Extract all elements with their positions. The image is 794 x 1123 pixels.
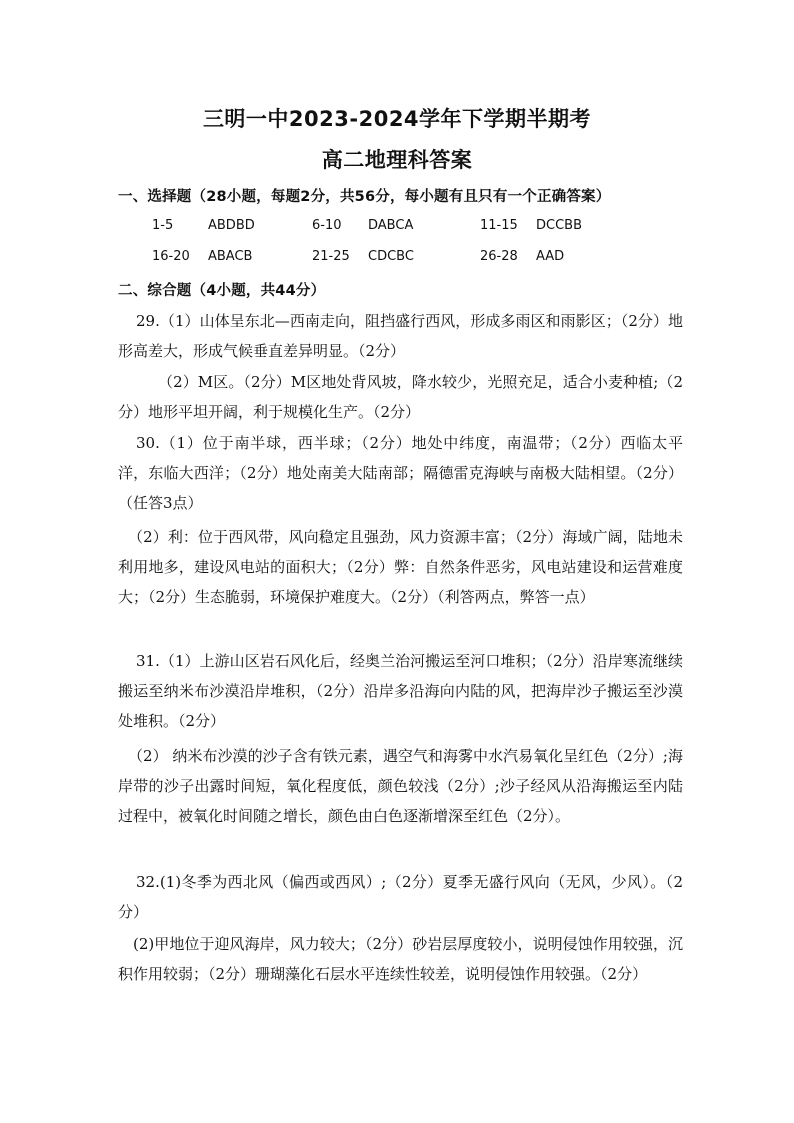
answer-range: 6-10: [312, 218, 342, 233]
document-title: 三明一中2023-2024学年下学期半期考: [202, 107, 592, 131]
answer-q29-part2: （2）M区。（2分）M区地处背风坡，降水较少，光照充足，适合小麦种植;（2分）地形平坦开阔，利于规模化生产。（2分）: [118, 373, 683, 421]
answer-range: 21-25: [312, 249, 350, 264]
answer-letters: DCCBB: [536, 218, 583, 233]
answer-row: [152, 249, 672, 280]
answer-group: [480, 218, 582, 233]
answer-q32-part2: (2)甲地位于迎风海岸，风力较大；（2分）砂岩层厚度较小，说明侵蚀作用较强，沉积作用较弱；（2分）珊瑚藻化石层水平连续性较差，说明侵蚀作用较强。（2分）: [118, 935, 683, 983]
answer-q31-part2: （2） 纳米布沙漠的沙子含有铁元素，遇空气和海雾中水汽易氧化呈红色（2分）;海岸带的沙子出露时间短，氧化程度低，颜色较浅（2分）;沙子经风从沿海搬运至内陆过程中，被氧化时间随之增长，颜色由白色逐渐增深至红色（2分）。: [118, 747, 683, 825]
answer-q30-part2: （2）利：位于西风带，风向稳定且强劲，风力资源丰富；（2分）海域广阔，陆地未利用地多，建设风电站的面积大；（2分）弊：自然条件恶劣，风电站建设和运营难度大；（2分）生态脆弱，环境保护难度大。（2分）（利答两点，弊答一点）: [118, 528, 683, 606]
answer-letters: CDCBC: [368, 249, 414, 264]
answer-letters: DABCA: [368, 218, 414, 233]
answer-q31-part1: 31.（1）上游山区岩石风化后，经奥兰治河搬运至河口堆积；（2分）沿岸寒流继续搬运至纳米布沙漠沿岸堆积，（2分）沿岸多沿海向内陆的风，把海岸沙子搬运至沙漠处堆积。（2分）: [118, 652, 683, 730]
answer-q30-part1: 30.（1）位于南半球，西半球；（2分）地处中纬度，南温带；（2分）西临太平洋，东临大西洋；（2分）地处南美大陆南部；隔德雷克海峡与南极大陆相望。（2分）（任答3点）: [118, 434, 683, 512]
section-heading-comprehensive: 二、综合题（4小题，共44分）: [118, 283, 326, 299]
answer-group: [152, 249, 252, 264]
answer-range: 11-15: [480, 218, 518, 233]
document-subtitle: 高二地理科答案: [321, 148, 473, 172]
answer-group: [152, 218, 255, 233]
answer-q32-part1: 32.(1)冬季为西北风（偏西或西风）;（2分）夏季无盛行风向（无风，少风）。（2分）: [118, 873, 683, 921]
answer-row: [152, 218, 672, 249]
answer-q29-part1: 29.（1）山体呈东北—西南走向，阻挡盛行西风，形成多雨区和雨影区；（2分）地形高差大，形成气候垂直差异明显。（2分）: [118, 312, 683, 360]
answer-group: [312, 218, 413, 233]
answer-letters: ABDBD: [208, 218, 255, 233]
multiple-choice-answers: [152, 218, 672, 280]
answer-group: [480, 249, 564, 264]
section-heading-multiple-choice: 一、选择题（28小题，每题2分，共56分，每小题有且只有一个正确答案）: [118, 189, 611, 205]
answer-group: [312, 249, 414, 264]
answer-range: 1-5: [152, 218, 174, 233]
answer-range: 26-28: [480, 249, 518, 264]
answer-letters: AAD: [536, 249, 565, 264]
answer-range: 16-20: [152, 249, 190, 264]
answer-letters: ABACB: [208, 249, 253, 264]
